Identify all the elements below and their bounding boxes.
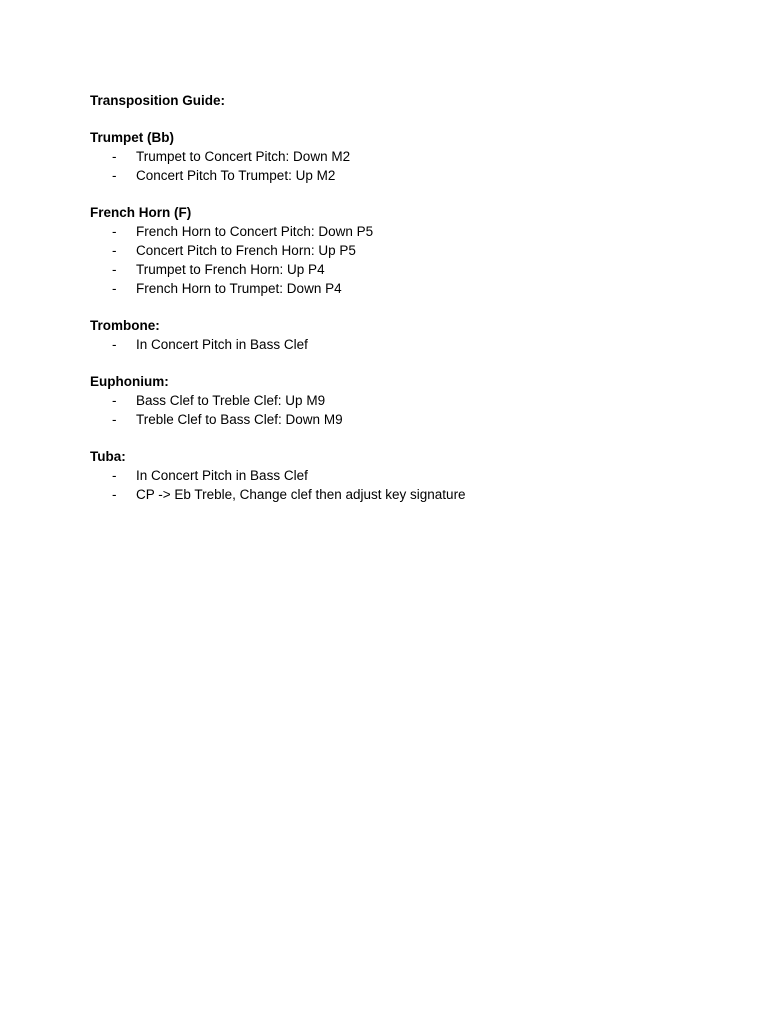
document-body bbox=[90, 92, 690, 504]
list-item-text: Concert Pitch To Trumpet: Up M2 bbox=[136, 168, 336, 183]
bullet-dash: - bbox=[112, 243, 117, 258]
section-list-tuba bbox=[90, 466, 690, 504]
list-item-text: Concert Pitch to French Horn: Up P5 bbox=[136, 243, 356, 258]
list-item bbox=[90, 466, 690, 485]
section-tuba bbox=[90, 448, 690, 504]
list-item-text: Treble Clef to Bass Clef: Down M9 bbox=[136, 412, 343, 427]
section-list-trumpet bbox=[90, 147, 690, 185]
document-title: Transposition Guide: bbox=[90, 93, 226, 108]
section-trombone bbox=[90, 317, 690, 354]
bullet-dash: - bbox=[112, 224, 117, 239]
bullet-dash: - bbox=[112, 468, 117, 483]
list-item bbox=[90, 241, 690, 260]
bullet-dash: - bbox=[112, 487, 117, 502]
list-item-text: In Concert Pitch in Bass Clef bbox=[136, 337, 308, 352]
list-item bbox=[90, 222, 690, 241]
bullet-dash: - bbox=[112, 412, 117, 427]
section-euphonium bbox=[90, 373, 690, 429]
section-list-trombone bbox=[90, 335, 690, 354]
bullet-dash: - bbox=[112, 168, 117, 183]
bullet-dash: - bbox=[112, 281, 117, 296]
bullet-dash: - bbox=[112, 393, 117, 408]
section-heading-tuba: Tuba: bbox=[90, 449, 126, 464]
section-heading-trumpet: Trumpet (Bb) bbox=[90, 130, 174, 145]
list-item-text: Trumpet to French Horn: Up P4 bbox=[136, 262, 325, 277]
list-item-text: Trumpet to Concert Pitch: Down M2 bbox=[136, 149, 351, 164]
section-list-french-horn bbox=[90, 222, 690, 298]
list-item-text: In Concert Pitch in Bass Clef bbox=[136, 468, 308, 483]
section-french-horn bbox=[90, 204, 690, 298]
list-item-text: French Horn to Concert Pitch: Down P5 bbox=[136, 224, 374, 239]
list-item bbox=[90, 279, 690, 298]
list-item bbox=[90, 260, 690, 279]
bullet-dash: - bbox=[112, 262, 117, 277]
list-item bbox=[90, 410, 690, 429]
list-item bbox=[90, 391, 690, 410]
list-item bbox=[90, 147, 690, 166]
section-list-euphonium bbox=[90, 391, 690, 429]
list-item bbox=[90, 335, 690, 354]
list-item bbox=[90, 485, 690, 504]
list-item bbox=[90, 166, 690, 185]
section-heading-euphonium: Euphonium: bbox=[90, 374, 169, 389]
bullet-dash: - bbox=[112, 149, 117, 164]
list-item-text: French Horn to Trumpet: Down P4 bbox=[136, 281, 342, 296]
section-trumpet bbox=[90, 129, 690, 185]
list-item-text: Bass Clef to Treble Clef: Up M9 bbox=[136, 393, 326, 408]
list-item-text: CP -> Eb Treble, Change clef then adjust key signature bbox=[136, 487, 466, 502]
bullet-dash: - bbox=[112, 337, 117, 352]
section-heading-french-horn: French Horn (F) bbox=[90, 205, 192, 220]
section-heading-trombone: Trombone: bbox=[90, 318, 160, 333]
